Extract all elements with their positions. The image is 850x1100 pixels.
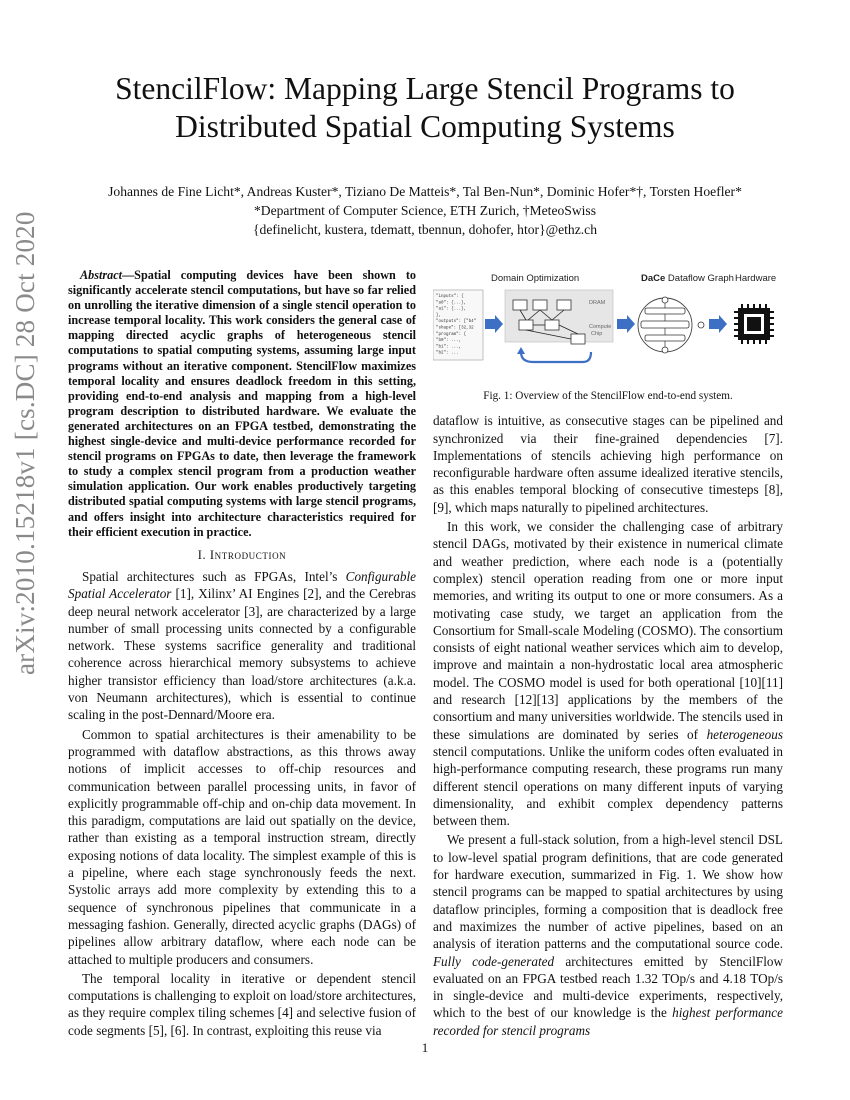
author-list: Johannes de Fine Licht*, Andreas Kuster*, Tiziano De Matteis*, Tal Ben-Nun*, Dominic Hofer*†, Torsten Hoefler*	[108, 184, 742, 199]
dataflow-map-node	[645, 335, 685, 341]
dataflow-map-node	[645, 308, 685, 314]
right-paragraph-1: In this work, we consider the challenging case of arbitrary stencil DAGs, motivated by their existence in numerical climate and weather prediction, where each node is a (potentially complex) stencil operation reading from one or more input memories, and writing its output to one or more consumers. As a motivating case study, we target an application from the Consortium for Small-scale Modeling (COSMO). The consortium consists of eight national weather services which aim to develop, improve and maintain a non-hydrostatic local area atmospheric model. The COSMO model is used for both operational [10][11] and research [12][13] applications by the members of the consortium and many universities worldwide. The stencils used in these simulations are dominated by series of heterogeneous stencil computations. Unlike the uniform codes often evaluated in high-performance computing research, these programs run many different stencil operations on many different inputs of varying dimensionality, and exhibit complex dependency patterns between them.	[433, 519, 783, 829]
figure-1	[433, 268, 783, 386]
arxiv-stamp-text: arXiv:2010.15218v1 [cs.DC] 28 Oct 2020	[10, 211, 40, 675]
chip-icon	[734, 304, 774, 344]
author-emails: {definelicht, kustera, tdematt, tbennun, dohofer, htor}@ethz.ch	[253, 222, 597, 237]
feedback-arrow	[521, 352, 591, 362]
intro-paragraph-2: Common to spatial architectures is their amenability to be programmed with dataflow abstractions, as this throws away notions of implicit accesses to off-chip resources and communication between parallel processing units, in favor of explicitly programmable off-chip and on-chip data movement. In this paradigm, computations are laid out spatially on the device, rather than existing as a temporal instruction stream, directly exposing notions of data locality. The simplest example of this is a pipeline, where each stage synchronously feeds the next. Systolic arrays add more complexity by extending this to a sequence of synchronous pipelines that communicate in a messaging fashion. Generally, directed acyclic graphs (DAGs) of pipelines allow arbitrary dataflow, where each node can be attached to multiple producers and consumers.	[68, 726, 416, 967]
paper-title: StencilFlow: Mapping Large Stencil Programs to Distributed Spatial Computing Systems	[115, 71, 735, 144]
code-line: "b1": ...,	[436, 345, 462, 350]
arrow-up-icon	[517, 347, 525, 354]
left-column	[68, 268, 416, 1041]
arrow-right-icon	[485, 315, 503, 333]
stencil-node	[533, 300, 547, 310]
code-line: "shape": [32,32	[436, 326, 474, 331]
stencil-node	[519, 320, 533, 330]
right-paragraph-0: dataflow is intuitive, as consecutive stages can be pipelined and synchronized via their fine-grained dependencies [7]. Implementations of stencils achieving high performance on reconfigurable hardware often assume idealized iterative stencils, as this enables temporal blocking of consecutive timesteps [8], [9], which maps naturally to pipelined architectures.	[433, 413, 783, 515]
access-node	[662, 347, 668, 353]
stencil-node	[571, 334, 585, 344]
right-paragraph-2: We present a full-stack solution, from a high-level stencil DSL to low-level spatial program definitions, that are code generated for hardware execution, summarized in Fig. 1. We show how stencil programs can be mapped to spatial architectures by using dataflow principles, forming a composition that is deadlock free and maximizes the number of active pipelines, based on an analysis of iteration patterns and the computational source code. Fully code-generated architectures emitted by StencilFlow evaluated on an FPGA testbed reach 1.32 TOp/s and 4.18 TOp/s in single-device and multi-device experiments, respectively, which to the best of our knowledge is the highest performance recorded for stencil programs	[433, 832, 783, 1038]
dace-dataflow-label: DaCe Dataflow Graph	[641, 273, 734, 284]
dram-label: DRAM	[589, 300, 606, 306]
dataflow-map-node	[641, 321, 689, 328]
hardware-label: Hardware	[735, 273, 777, 284]
figure-1-diagram	[433, 268, 783, 386]
abstract-text: —Spatial computing devices have been shown to significantly accelerate stencil computations, but have so far relied on unrolling the iterative dimension of a single stencil operation to increase temporal locality. This work considers the general case of mapping directed acyclic graphs of heterogeneous stencil computations to spatial computing systems, assuming large input programs without an iterative component. StencilFlow maximizes temporal locality and ensures deadlock freedom in this setting, providing end-to-end analysis and mapping from a high-level program description to distributed hardware. We evaluate the generated architectures on an FPGA testbed, demonstrating the highest single-device and multi-device performance recorded for stencil programs on FPGAs to date, then leverage the framework to study a complex stencil program from a production weather simulation application. Our work enables productively targeting distributed spatial computing systems with large stencil programs, and offers insight into architecture characteristics required for their efficient execution in practice.	[68, 268, 416, 539]
code-line: "b2": ...	[436, 351, 459, 356]
compute-label: Compute	[589, 324, 612, 330]
abstract-label: Abstract	[80, 268, 122, 282]
access-node	[662, 297, 668, 303]
code-line: "inputs": {	[436, 295, 464, 299]
code-line: },	[436, 313, 442, 318]
code-line: "outputs": ["b4"	[436, 320, 477, 325]
code-line: "b0": ...,	[436, 339, 462, 344]
affiliation: *Department of Computer Science, ETH Zurich, †MeteoSwiss	[253, 203, 597, 218]
code-line: "program": {	[436, 332, 467, 337]
arrow-right-icon	[617, 315, 635, 333]
right-column	[433, 268, 783, 1041]
intro-paragraph-3: The temporal locality in iterative or dependent stencil computations is challenging to exploit on load/store architectures, as they require complex tiling schemes [4] and selective fusion of code segments [5], [6]. In contrast, exploiting this reuse via	[68, 970, 416, 1038]
section-heading: I. Introduction	[197, 547, 287, 562]
abstract	[68, 268, 416, 540]
intro-paragraph-1: Spatial architectures such as FPGAs, Intel’s Configurable Spatial Accelerator [1], Xilinx’ AI Engines [2], and the Cerebras deep neural network accelerator [3], are characterized by a large number of small processing units connected by a configurable network. These systems sacrifice generality and traditional coherence across hierarchical memory subsystems to achieve higher transistor efficiency than load/store architectures (a.k.a. von Neumann architectures), which is essential to continue scaling in the post-Dennard/Moore era.	[68, 568, 416, 723]
code-line: "a0": {...},	[436, 301, 467, 306]
arrow-right-icon	[709, 315, 727, 333]
page-number: 1	[421, 1040, 429, 1055]
figure-1-caption: Fig. 1: Overview of the StencilFlow end-to-end system.	[483, 390, 733, 402]
stencil-node	[557, 300, 571, 310]
domain-optimization-label: Domain Optimization	[491, 273, 580, 284]
code-line: "a1": {...},	[436, 307, 467, 312]
stencil-node	[513, 300, 527, 310]
chip-label: Chip	[591, 331, 603, 337]
stencil-node	[545, 320, 559, 330]
access-node	[698, 322, 704, 328]
